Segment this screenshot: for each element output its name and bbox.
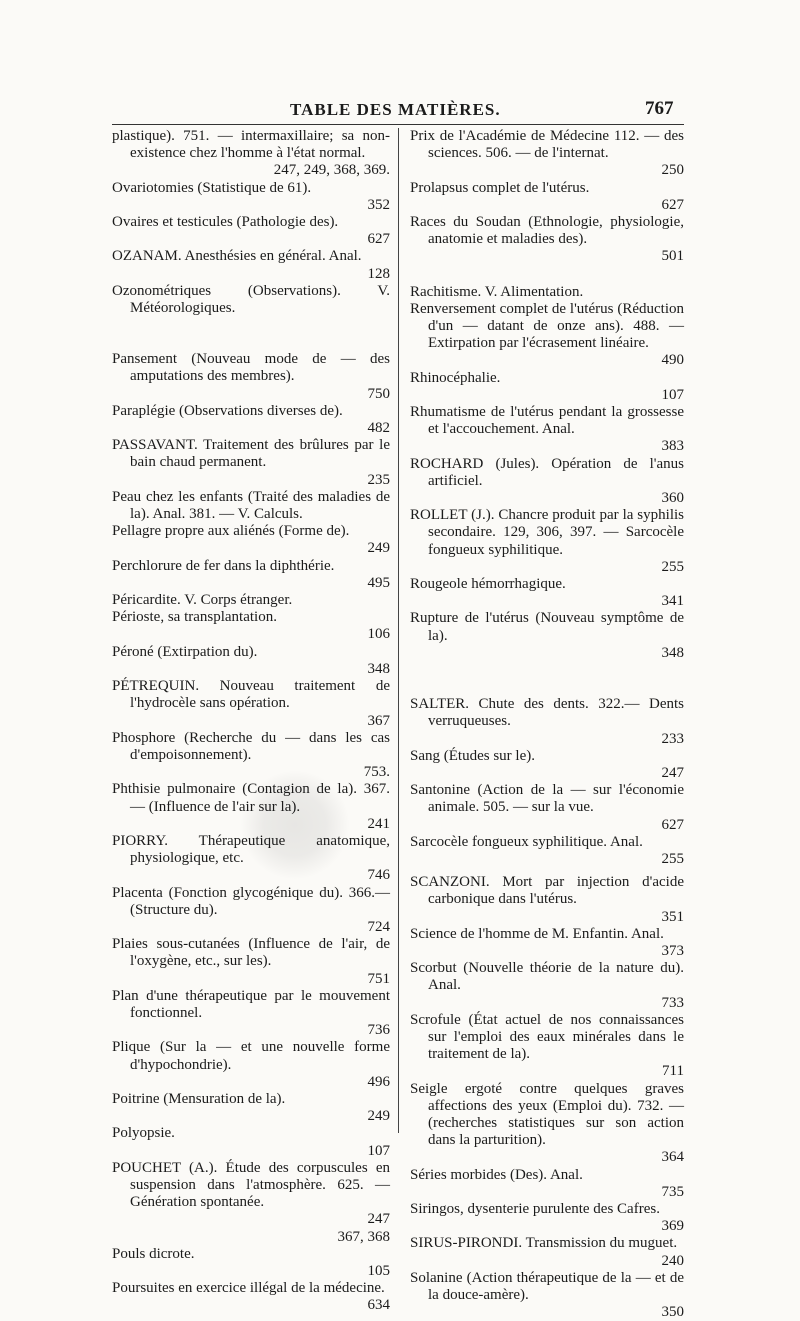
- index-entry: [112, 351, 390, 403]
- running-header-title: TABLE DES MATIÈRES.: [290, 100, 501, 119]
- entry-text: Pouls dicrote.: [112, 1245, 195, 1262]
- entry-page-reference: 250: [661, 162, 684, 179]
- entry-text: Plan d'une thérapeutique par le mouvement fonctionnel.: [112, 987, 390, 1021]
- entry-page-reference: 341: [661, 593, 684, 610]
- entry-text: Rougeole hémorrhagique.: [410, 576, 566, 593]
- entry-text: plastique). 751. — intermaxillaire; sa non-existence chez l'homme à l'état normal.: [112, 128, 390, 162]
- entry-page-reference: 247: [661, 764, 684, 781]
- right-column: [410, 128, 684, 1321]
- entry-page-reference: 128: [367, 265, 390, 282]
- index-entry: [410, 748, 684, 782]
- index-entry: [410, 782, 684, 834]
- index-entry: [410, 926, 684, 960]
- entry-page-reference: 495: [367, 574, 390, 591]
- index-entry: [410, 1201, 684, 1235]
- index-entry: [112, 1246, 390, 1280]
- entry-text: Sarcocèle fongueux syphilitique. Anal.: [410, 833, 643, 850]
- entry-text: Séries morbides (Des). Anal.: [410, 1166, 583, 1183]
- entry-page-reference: 249: [367, 540, 390, 557]
- entry-text: SCANZONI. Mort par injection d'acide carbonique dans l'utérus.: [410, 874, 684, 908]
- entry-text: Sang (Études sur le).: [410, 747, 535, 764]
- header-rule: [112, 124, 684, 125]
- entry-page-reference: 733: [661, 994, 684, 1011]
- index-entry: [410, 1270, 684, 1321]
- entry-text: Peau chez les enfants (Traité des maladies de la). Anal. 381. — V. Calculs.: [112, 488, 390, 523]
- entry-text: Placenta (Fonction glycogénique du). 366.— (Structure du).: [112, 884, 390, 918]
- entry-text: Phthisie pulmonaire (Contagion de la). 367. — (Influence de l'air sur la).: [112, 781, 390, 815]
- entry-page-reference: 247, 249, 368, 369.: [273, 162, 390, 179]
- entry-page-reference: 735: [661, 1183, 684, 1200]
- entry-text: Races du Soudan (Ethnologie, physiologie, anatomie et maladies des).: [410, 214, 684, 248]
- entry-text: Phosphore (Recherche du — dans les cas d'empoisonnement).: [112, 729, 390, 763]
- index-entry: [112, 558, 390, 592]
- index-entry: [112, 936, 390, 988]
- index-entry: [112, 248, 390, 282]
- index-entry: [410, 404, 684, 456]
- entry-text: Rachitisme. V. Alimentation.: [410, 283, 584, 300]
- index-entry: [410, 284, 684, 301]
- entry-page-reference: 348: [661, 644, 684, 661]
- index-entry: [112, 489, 390, 523]
- entry-text: Paraplégie (Observations diverses de).: [112, 402, 343, 419]
- left-column: [112, 128, 390, 1315]
- entry-text: Ozonométriques (Observations). V. Météorologiques.: [112, 282, 390, 317]
- entry-text: Poursuites en exercice illégal de la médecine.: [112, 1280, 385, 1297]
- index-entry: [112, 283, 390, 317]
- index-entry: [112, 1160, 390, 1229]
- index-entry: [112, 1125, 390, 1159]
- entry-text: Plaies sous-cutanées (Influence de l'air, de l'oxygène, etc., sur les).: [112, 936, 390, 970]
- entry-page-reference: 364: [661, 1149, 684, 1166]
- entry-text: Perchlorure de fer dans la diphthérie.: [112, 557, 335, 574]
- index-entry: [112, 730, 390, 782]
- entry-text: Plique (Sur la — et une nouvelle forme d'hypochondrie).: [112, 1039, 390, 1073]
- entry-page-reference: 369: [661, 1218, 684, 1235]
- index-entry: [410, 128, 684, 180]
- index-entry: [410, 507, 684, 576]
- index-entry: [410, 1081, 684, 1167]
- entry-text: Siringos, dysenterie purulente des Cafres.: [410, 1200, 660, 1217]
- index-entry: [410, 1235, 684, 1269]
- index-entry: [410, 301, 684, 370]
- entry-page-reference: 247: [367, 1211, 390, 1228]
- entry-text: PIORRY. Thérapeutique anatomique, physiologique, etc.: [112, 832, 390, 867]
- entry-page-reference: 373: [661, 942, 684, 959]
- entry-text: PASSAVANT. Traitement des brûlures par le bain chaud permanent.: [112, 437, 390, 471]
- entry-text: Rhinocéphalie.: [410, 369, 501, 386]
- entry-page-reference: 360: [661, 490, 684, 507]
- index-entry: [112, 523, 390, 557]
- entry-page-reference: 724: [367, 918, 390, 935]
- entry-text: Solanine (Action thérapeutique de la — et de la douce-amère).: [410, 1269, 684, 1303]
- index-entry: [410, 576, 684, 610]
- entry-page-reference: 627: [661, 196, 684, 213]
- index-entry: [112, 1280, 390, 1314]
- entry-page-reference: 482: [367, 420, 390, 437]
- entry-page-reference: 255: [661, 850, 684, 867]
- entry-page-reference: 350: [661, 1304, 684, 1321]
- entry-text: Péroné (Extirpation du).: [112, 643, 258, 660]
- entry-page-reference: 348: [367, 660, 390, 677]
- index-entry: [112, 1091, 390, 1125]
- index-entry: [410, 1167, 684, 1201]
- entry-page-reference: 496: [367, 1073, 390, 1090]
- entry-text: Ovariotomies (Statistique de 61).: [112, 179, 312, 196]
- index-entry: [112, 1039, 390, 1091]
- entry-page-reference: 753.: [363, 764, 390, 781]
- entry-text: SALTER. Chute des dents. 322.— Dents verruqueuses.: [410, 696, 684, 730]
- entry-page-reference: 233: [661, 730, 684, 747]
- index-entry: [112, 1229, 390, 1246]
- entry-page-reference: 627: [661, 816, 684, 833]
- entry-text: ROLLET (J.). Chancre produit par la syphilis secondaire. 129, 306, 397. — Sarcocèle fongueux syphilitique.: [410, 507, 684, 558]
- entry-text: Renversement complet de l'utérus (Réduction d'un — datant de onze ans). 488. — Extirpation par l'écrasement linéaire.: [410, 300, 684, 352]
- index-entry: [112, 403, 390, 437]
- entry-text: OZANAM. Anesthésies en général. Anal.: [112, 248, 362, 265]
- entry-page-reference: 501: [661, 248, 684, 265]
- entry-text: Pellagre propre aux aliénés (Forme de).: [112, 523, 350, 540]
- index-entry: [410, 610, 684, 662]
- entry-text: Seigle ergoté contre quelques graves affections des yeux (Emploi du). 732. — (recherches statistiques sur son action dans la parturition).: [410, 1080, 684, 1149]
- column-divider: [398, 128, 399, 1133]
- entry-page-reference: 751: [367, 970, 390, 987]
- index-entry: [112, 678, 390, 730]
- index-entry: [112, 214, 390, 248]
- entry-page-reference: 241: [367, 815, 390, 832]
- entry-page-reference: 255: [661, 558, 684, 575]
- entry-text: POUCHET (A.). Étude des corpuscules en suspension dans l'atmosphère. 625. — Génération spontanée.: [112, 1159, 390, 1211]
- entry-text: Pansement (Nouveau mode de — des amputations des membres).: [112, 351, 390, 385]
- index-entry: [410, 370, 684, 404]
- entry-page-reference: 383: [661, 438, 684, 455]
- entry-text: ROCHARD (Jules). Opération de l'anus artificiel.: [410, 455, 684, 489]
- entry-text: Ovaires et testicules (Pathologie des).: [112, 214, 339, 231]
- entry-page-reference: 367: [367, 712, 390, 729]
- entry-page-reference: 746: [367, 867, 390, 884]
- entry-page-reference: 105: [367, 1263, 390, 1279]
- index-entry: [112, 437, 390, 489]
- page-number: 767: [645, 98, 674, 119]
- index-entry: [112, 781, 390, 833]
- entry-page-reference: 627: [367, 231, 390, 248]
- entry-text: Scrofule (État actuel de nos connaissances sur l'emploi des eaux minérales dans le traitement de la).: [410, 1011, 684, 1063]
- index-entry: [112, 592, 390, 609]
- entry-page-reference: 750: [367, 385, 390, 402]
- entry-page-reference: 106: [367, 626, 390, 643]
- entry-text: Poitrine (Mensuration de la).: [112, 1090, 286, 1107]
- entry-page-reference: 490: [661, 352, 684, 369]
- entry-page-reference: 634: [367, 1297, 390, 1314]
- index-entry: [112, 644, 390, 678]
- entry-text: Prolapsus complet de l'utérus.: [410, 179, 590, 196]
- entry-page-reference: 351: [661, 908, 684, 925]
- entry-text: Rhumatisme de l'utérus pendant la grossesse et l'accouchement. Anal.: [410, 404, 684, 438]
- entry-text: Périoste, sa transplantation.: [112, 609, 277, 626]
- entry-page-reference: 107: [367, 1142, 390, 1159]
- entry-page-reference: 249: [367, 1108, 390, 1125]
- entry-text: PÉTREQUIN. Nouveau traitement de l'hydrocèle sans opération.: [112, 678, 390, 712]
- index-entry: [112, 833, 390, 885]
- index-entry: [410, 456, 684, 508]
- entry-page-reference: 736: [367, 1022, 390, 1039]
- entry-text: Prix de l'Académie de Médecine 112. — des sciences. 506. — de l'internat.: [410, 128, 684, 162]
- index-entry: [112, 988, 390, 1040]
- entry-text: Scorbut (Nouvelle théorie de la nature du). Anal.: [410, 960, 684, 994]
- index-entry: [410, 874, 684, 926]
- index-entry: [410, 180, 684, 214]
- index-entry: [112, 128, 390, 180]
- index-entry: [112, 180, 390, 214]
- entry-text: Science de l'homme de M. Enfantin. Anal.: [410, 925, 664, 942]
- entry-text: SIRUS-PIRONDI. Transmission du muguet.: [410, 1235, 678, 1252]
- entry-page-reference: 711: [662, 1063, 684, 1080]
- index-entry: [112, 885, 390, 937]
- entry-text: Polyopsie.: [112, 1125, 175, 1142]
- entry-page-reference: 235: [367, 471, 390, 488]
- entry-page-reference: 352: [367, 196, 390, 213]
- entry-text: Rupture de l'utérus (Nouveau symptôme de la).: [410, 610, 684, 644]
- index-entry: [410, 1012, 684, 1081]
- index-entry: [112, 609, 390, 643]
- index-entry: [410, 696, 684, 748]
- index-entry: [410, 960, 684, 1012]
- entry-text: Santonine (Action de la — sur l'économie animale. 505. — sur la vue.: [410, 782, 684, 816]
- entry-page-reference: 367, 368: [337, 1228, 390, 1245]
- entry-page-reference: 107: [661, 386, 684, 403]
- index-entry: [410, 214, 684, 266]
- entry-page-reference: 240: [661, 1252, 684, 1269]
- entry-text: Péricardite. V. Corps étranger.: [112, 592, 293, 609]
- index-entry: [410, 834, 684, 868]
